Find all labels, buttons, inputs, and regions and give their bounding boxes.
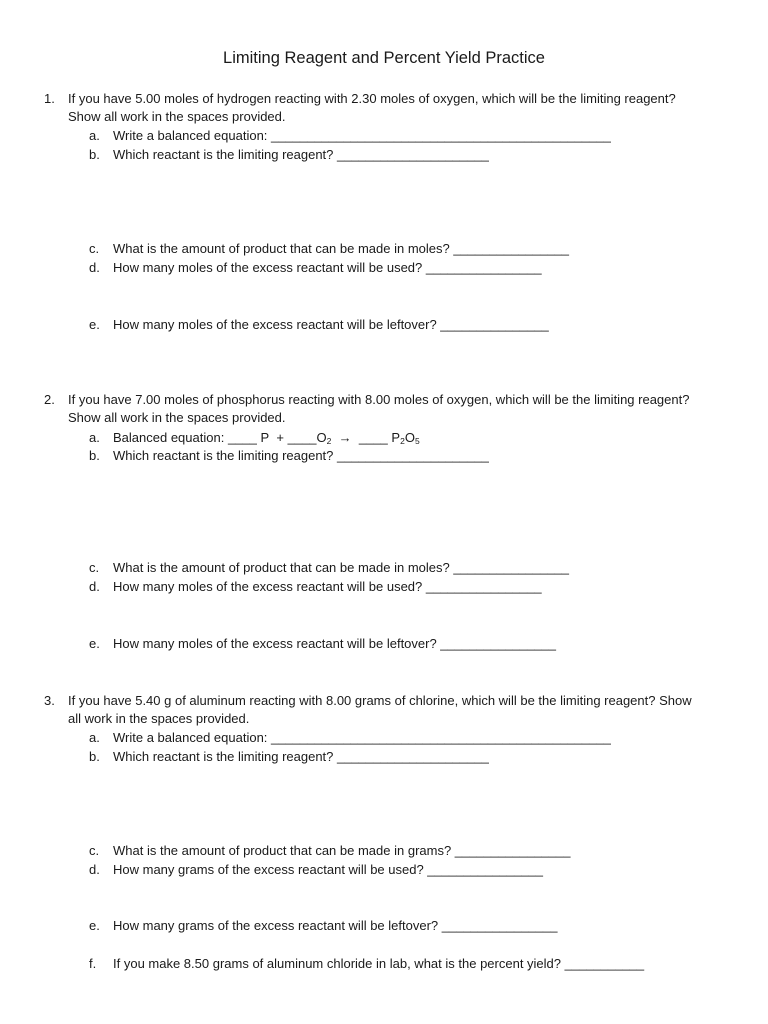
question-text: If you have 5.40 g of aluminum reacting with 8.00 grams of chlorine, which will be the limiting reagent? Show bbox=[68, 693, 692, 708]
reactant-oxygen: $O_2$ bbox=[316, 430, 332, 446]
item-prompt: If you make 8.50 grams of aluminum chloride in lab, what is the percent yield? ___________ bbox=[113, 956, 645, 971]
coefficient-blank: ____ bbox=[358, 430, 388, 445]
balanced-equation bbox=[113, 430, 420, 445]
question-text-continued: all work in the spaces provided. bbox=[68, 711, 250, 726]
item-letter: f. bbox=[89, 956, 97, 971]
item-prompt: Write a balanced equation: _______________________________________________ bbox=[113, 730, 611, 745]
plus-sign: + bbox=[276, 430, 284, 445]
product-formula: $P_2O_5$ bbox=[391, 430, 420, 446]
question-number: 2. bbox=[44, 392, 55, 407]
question-number: 1. bbox=[44, 91, 55, 106]
reactant-phosphorus: P bbox=[260, 430, 270, 445]
question-text: If you have 5.00 moles of hydrogen reacting with 2.30 moles of oxygen, which will be the limiting reagent? bbox=[68, 91, 676, 106]
item-letter: b. bbox=[89, 749, 100, 764]
item-letter: a. bbox=[89, 430, 100, 445]
item-letter: c. bbox=[89, 843, 100, 858]
item-letter: b. bbox=[89, 147, 100, 162]
item-letter: c. bbox=[89, 560, 100, 575]
coefficient-blank: ____ bbox=[227, 430, 257, 445]
question-text-continued: Show all work in the spaces provided. bbox=[68, 109, 286, 124]
item-letter: b. bbox=[89, 448, 100, 463]
item-prompt: What is the amount of product that can be made in moles? ________________ bbox=[113, 560, 570, 575]
item-prompt: What is the amount of product that can be made in grams? ________________ bbox=[113, 843, 571, 858]
item-prompt: How many moles of the excess reactant will be used? ________________ bbox=[113, 260, 542, 275]
item-prompt: How many moles of the excess reactant will be leftover? ________________ bbox=[113, 636, 556, 651]
question-number: 3. bbox=[44, 693, 55, 708]
item-prompt: Write a balanced equation: _______________________________________________ bbox=[113, 128, 611, 143]
equation-label: Balanced equation: bbox=[113, 430, 225, 445]
reaction-arrow: → bbox=[338, 430, 352, 445]
question-text-continued: Show all work in the spaces provided. bbox=[68, 410, 286, 425]
item-letter: d. bbox=[89, 260, 100, 275]
item-letter: d. bbox=[89, 579, 100, 594]
item-prompt: What is the amount of product that can be made in moles? ________________ bbox=[113, 241, 570, 256]
item-letter: d. bbox=[89, 862, 100, 877]
item-prompt: How many grams of the excess reactant will be used? ________________ bbox=[113, 862, 543, 877]
item-letter: a. bbox=[89, 730, 100, 745]
item-prompt: How many moles of the excess reactant will be leftover? _______________ bbox=[113, 317, 549, 332]
item-letter: e. bbox=[89, 317, 100, 332]
item-prompt: Which reactant is the limiting reagent? _____________________ bbox=[113, 448, 489, 463]
item-prompt: Which reactant is the limiting reagent? _____________________ bbox=[113, 147, 489, 162]
question-text: If you have 7.00 moles of phosphorus reacting with 8.00 moles of oxygen, which will be the limiting reagent? bbox=[68, 392, 690, 407]
item-letter: c. bbox=[89, 241, 100, 256]
coefficient-blank: ____ bbox=[287, 430, 317, 445]
item-prompt: Which reactant is the limiting reagent? _____________________ bbox=[113, 749, 489, 764]
page-title: Limiting Reagent and Percent Yield Practice bbox=[223, 49, 545, 67]
item-prompt: How many moles of the excess reactant will be used? ________________ bbox=[113, 579, 542, 594]
item-letter: e. bbox=[89, 636, 100, 651]
item-letter: a. bbox=[89, 128, 100, 143]
item-letter: e. bbox=[89, 918, 100, 933]
item-prompt: How many grams of the excess reactant will be leftover? ________________ bbox=[113, 918, 558, 933]
